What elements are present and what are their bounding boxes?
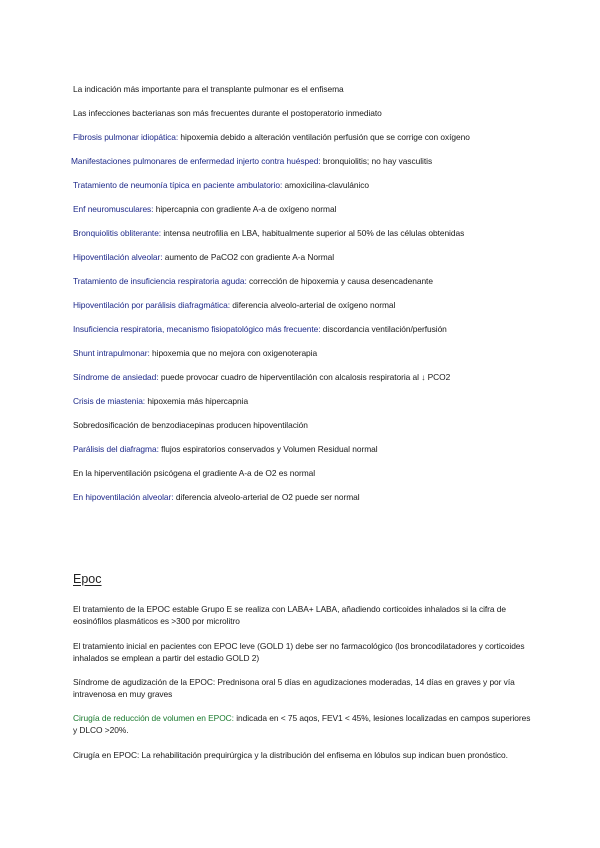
note-text: Sobredosificación de benzodiacepinas producen hipoventilación: [73, 420, 308, 430]
note-line: [73, 372, 450, 383]
note-term: Crisis de miastenia:: [73, 396, 146, 406]
paragraph-text: Cirugía en EPOC: La rehabilitación prequirúrgica y la distribución del enfisema en lóbulos sup indican buen pronóstico.: [73, 750, 508, 760]
note-line: [73, 324, 447, 335]
note-text: hipoxemia más hipercapnia: [145, 396, 249, 406]
note-term: Fibrosis pulmonar idiopática:: [73, 132, 179, 142]
note-text: bronquiolitis; no hay vasculitis: [320, 156, 433, 166]
note-text: aumento de PaCO2 con gradiente A-a Normal: [162, 252, 335, 262]
note-line: [73, 420, 308, 431]
note-text: flujos espiratorios conservados y Volumen Residual normal: [158, 444, 378, 454]
note-text: hipoxemia que no mejora con oxigenoterapia: [149, 348, 318, 358]
paragraph-text: Síndrome de agudización de la EPOC: Prednisona oral 5 días en agudizaciones moderadas, 14 días en graves y por vía intravenosa en muy graves: [73, 677, 515, 699]
section-paragraph: [73, 712, 533, 736]
note-text: hipercapnia con gradiente A-a de oxígeno normal: [153, 204, 337, 214]
section-paragraph: [73, 603, 533, 627]
paragraph-term: Cirugía de reducción de volumen en EPOC:: [73, 713, 234, 723]
note-line: [73, 132, 470, 143]
paragraph-text: El tratamiento de la EPOC estable Grupo E se realiza con LABA+ LABA, añadiendo corticoides inhalados si la cifra de eosinófilos plasmáticos es >300 por microlitro: [73, 604, 507, 626]
note-line: [73, 300, 395, 311]
note-line: [73, 180, 369, 191]
note-line: [73, 468, 315, 479]
note-term: Manifestaciones pulmonares de enfermedad injerto contra huésped:: [71, 156, 321, 166]
note-line: [73, 444, 378, 455]
note-term: Hipoventilación alveolar:: [73, 252, 163, 262]
note-text: En la hiperventilación psicógena el gradiente A-a de O2 es normal: [73, 468, 316, 478]
note-term: Tratamiento de neumonía típica en paciente ambulatorio:: [73, 180, 283, 190]
note-line: [73, 348, 317, 359]
note-term: Bronquiolitis obliterante:: [73, 228, 162, 238]
note-term: Síndrome de ansiedad:: [73, 372, 159, 382]
note-line: [73, 252, 334, 263]
note-line: [73, 492, 360, 503]
note-term: Tratamiento de insuficiencia respiratoria aguda:: [73, 276, 247, 286]
note-text: discordancia ventilación/perfusión: [320, 324, 447, 334]
note-term: Insuficiencia respiratoria, mecanismo fisiopatológico más frecuente:: [73, 324, 321, 334]
section-paragraph: [73, 640, 533, 664]
note-text: hipoxemia debido a alteración ventilación perfusión que se corrige con oxígeno: [178, 132, 470, 142]
note-term: Shunt intrapulmonar:: [73, 348, 150, 358]
note-term: Hipoventilación por parálisis diafragmática:: [73, 300, 231, 310]
note-line: [73, 228, 464, 239]
note-text: diferencia alveolo-arterial de oxígeno normal: [230, 300, 396, 310]
section-paragraph: [73, 749, 533, 761]
note-line: [73, 396, 248, 407]
note-text: La indicación más importante para el transplante pulmonar es el enfisema: [73, 84, 344, 94]
note-line: [73, 108, 382, 119]
note-line: [73, 276, 433, 287]
section-heading: Epoc: [73, 572, 102, 586]
note-text: intensa neutrofilia en LBA, habitualmente superior al 50% de las células obtenidas: [161, 228, 465, 238]
note-term: En hipoventilación alveolar:: [73, 492, 174, 502]
note-text: amoxicilina-clavulánico: [282, 180, 370, 190]
note-term: Parálisis del diafragma:: [73, 444, 159, 454]
section-paragraph: [73, 676, 533, 700]
note-line: [71, 156, 432, 167]
note-text: diferencia alveolo-arterial de O2 puede ser normal: [173, 492, 360, 502]
note-text: Las infecciones bacterianas son más frecuentes durante el postoperatorio inmediato: [73, 108, 382, 118]
paragraph-text: El tratamiento inicial en pacientes con EPOC leve (GOLD 1) debe ser no farmacológico (los broncodilatadores y corticoides inhalados se emplean a partir del estadio GOLD 2): [73, 641, 525, 663]
note-text: puede provocar cuadro de hiperventilación con alcalosis respiratoria al ↓ PCO2: [158, 372, 451, 382]
note-term: Enf neuromusculares:: [73, 204, 154, 214]
paragraph-text: indicada en < 75 aqos, FEV1 < 45%, lesiones localizadas en campos superiores y DLCO >20%.: [73, 713, 531, 735]
note-line: [73, 84, 344, 95]
note-line: [73, 204, 336, 215]
note-text: corrección de hipoxemia y causa desencadenante: [246, 276, 433, 286]
